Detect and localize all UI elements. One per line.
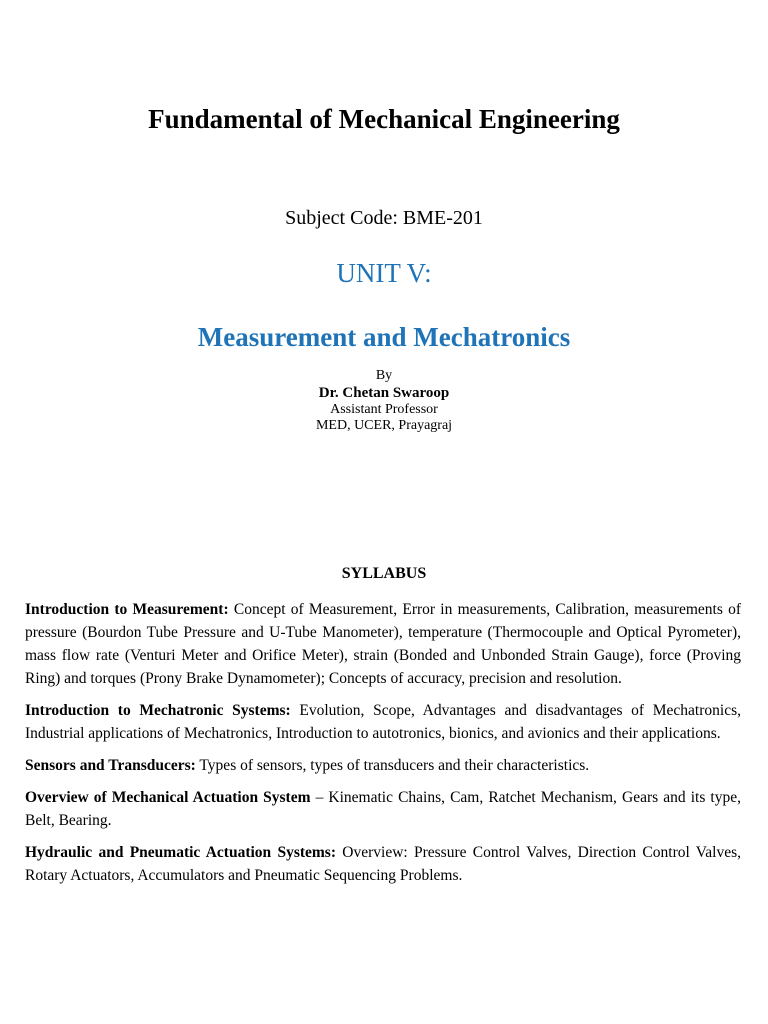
unit-label: UNIT V: (336, 258, 432, 288)
by-label: By (375, 368, 393, 383)
section-text: Evolution, Scope, Advantages and disadvantages of Mechatronics, Industrial applications of Mechatronics, Introduction to autotronics, bionics, and avionics and their applications. (25, 702, 741, 742)
syllabus-section-mechanical-actuation (25, 786, 741, 832)
syllabus-body (25, 598, 741, 896)
subject-code: Subject Code: BME-201 (285, 207, 483, 229)
author-designation: Assistant Professor (330, 402, 438, 417)
syllabus-section-hydraulic-pneumatic (25, 841, 741, 887)
syllabus-section-mechatronic-systems (25, 699, 741, 745)
section-topic: Introduction to Mechatronic Systems: (25, 702, 291, 719)
section-topic: Introduction to Measurement: (25, 601, 229, 618)
section-text: Concept of Measurement, Error in measurements, Calibration, measurements of pressure (Bourdon Tube Pressure and U-Tube Manometer), temperature (Thermocouple and Optical Pyrometer), mass flow rate (Venturi Meter and Orifice Meter), strain (Bonded and Unbonded Strain Gauge), force (Proving Ring) and torques (Prony Brake Dynamometer); Concepts of accuracy, precision and resolution. (25, 601, 741, 687)
document-title: Fundamental of Mechanical Engineering (148, 104, 620, 134)
syllabus-heading: SYLLABUS (341, 565, 427, 582)
section-topic: Hydraulic and Pneumatic Actuation Systems: (25, 844, 337, 861)
author-name: Dr. Chetan Swaroop (318, 385, 450, 401)
unit-title: Measurement and Mechatronics (197, 322, 571, 352)
author-affiliation: MED, UCER, Prayagraj (315, 418, 453, 433)
syllabus-section-sensors (25, 754, 741, 777)
section-topic: Sensors and Transducers: (25, 757, 196, 774)
section-topic: Overview of Mechanical Actuation System (25, 789, 311, 806)
section-text: Overview: Pressure Control Valves, Direction Control Valves, Rotary Actuators, Accumulators and Pneumatic Sequencing Problems. (25, 844, 741, 884)
section-text: – Kinematic Chains, Cam, Ratchet Mechanism, Gears and its type, Belt, Bearing. (25, 789, 741, 829)
section-text: Types of sensors, types of transducers and their characteristics. (195, 757, 590, 774)
syllabus-section-measurement (25, 598, 741, 690)
